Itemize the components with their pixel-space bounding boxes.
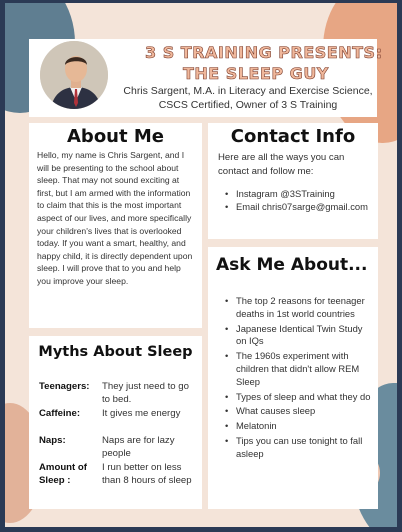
myth-description: It gives me energy	[102, 408, 181, 419]
ask-me-heading: Ask Me About...	[216, 255, 368, 275]
ask-me-list	[208, 275, 378, 461]
bullet-icon: •	[225, 350, 229, 362]
list-item-text: Types of sleep and what they do	[236, 390, 371, 402]
contact-item-email[interactable]	[224, 200, 372, 213]
contact-list	[208, 179, 378, 213]
about-heading: About Me	[67, 126, 164, 147]
bullet-icon: •	[225, 322, 229, 334]
list-item	[224, 350, 372, 388]
myth-term: Amount of Sleep :	[39, 462, 87, 486]
list-item-text: Melatonin	[236, 420, 277, 432]
bullet-icon: •	[225, 405, 229, 417]
header-subtitle: Chris Sargent, M.A. in Literacy and Exercise Science, CSCS Certified, Owner of 3 S Training	[123, 85, 373, 111]
list-item-text: Japanese Identical Twin Study on IQs	[236, 322, 363, 347]
contact-heading: Contact Info	[230, 126, 356, 147]
contact-item-label: Instagram @3STraining	[236, 188, 335, 199]
myth-term: Caffeine:	[39, 408, 81, 419]
contact-card	[208, 123, 378, 239]
bullet-icon: •	[225, 420, 229, 432]
bullet-icon: •	[225, 295, 229, 306]
list-item-text: The 1960s experiment with children that didn't allow REM Sleep	[236, 350, 360, 387]
about-text: Hello, my name is Chris Sargent, and I will be presenting to the school about sleep. That may not sound exciting at first, but I am armed with the information to claim that this is the most important aspect of our lives, and more specifically your children's lives that is overlooked today. If you want a smart, healthy, and happy child, it is directly dependent upon sleep. I will prove that to you and help you improve your sleep.	[37, 150, 193, 286]
list-item	[224, 405, 372, 418]
myth-description: I run better on less than 8 hours of sleep	[102, 462, 192, 486]
myth-term: Naps:	[39, 435, 66, 446]
list-item-text: What causes sleep	[236, 405, 316, 417]
header-title-line2: THE SLEEP GUY	[183, 64, 329, 83]
myth-term: Teenagers:	[39, 381, 90, 392]
bullet-icon: •	[225, 201, 229, 212]
bullet-icon: •	[225, 390, 229, 402]
contact-intro: Here are all the ways you can contact and follow me:	[218, 152, 345, 177]
list-item-text: Tips you can use tonight to fall asleep	[236, 434, 363, 459]
bullet-icon: •	[225, 434, 229, 446]
myth-description: Naps are for lazy people	[102, 435, 175, 459]
myths-card	[29, 336, 202, 509]
header-title-line1: 3 S TRAINING PRESENTS:	[145, 43, 383, 62]
ask-me-card	[208, 247, 378, 509]
contact-item-instagram[interactable]	[224, 187, 372, 200]
list-item	[224, 435, 372, 461]
list-item	[224, 295, 372, 321]
flyer-page	[5, 3, 397, 527]
list-item-text: The top 2 reasons for teenager deaths in 1st world countries	[236, 295, 365, 319]
myths-heading: Myths About Sleep	[38, 344, 193, 360]
contact-item-label: Email chris07sarge@gmail.com	[236, 201, 368, 212]
list-item	[224, 420, 372, 433]
bullet-icon: •	[225, 188, 229, 199]
list-item	[224, 391, 372, 404]
profile-photo	[38, 39, 110, 111]
list-item	[224, 323, 372, 349]
myth-description: They just need to go to bed.	[102, 381, 189, 405]
about-card	[29, 123, 202, 328]
